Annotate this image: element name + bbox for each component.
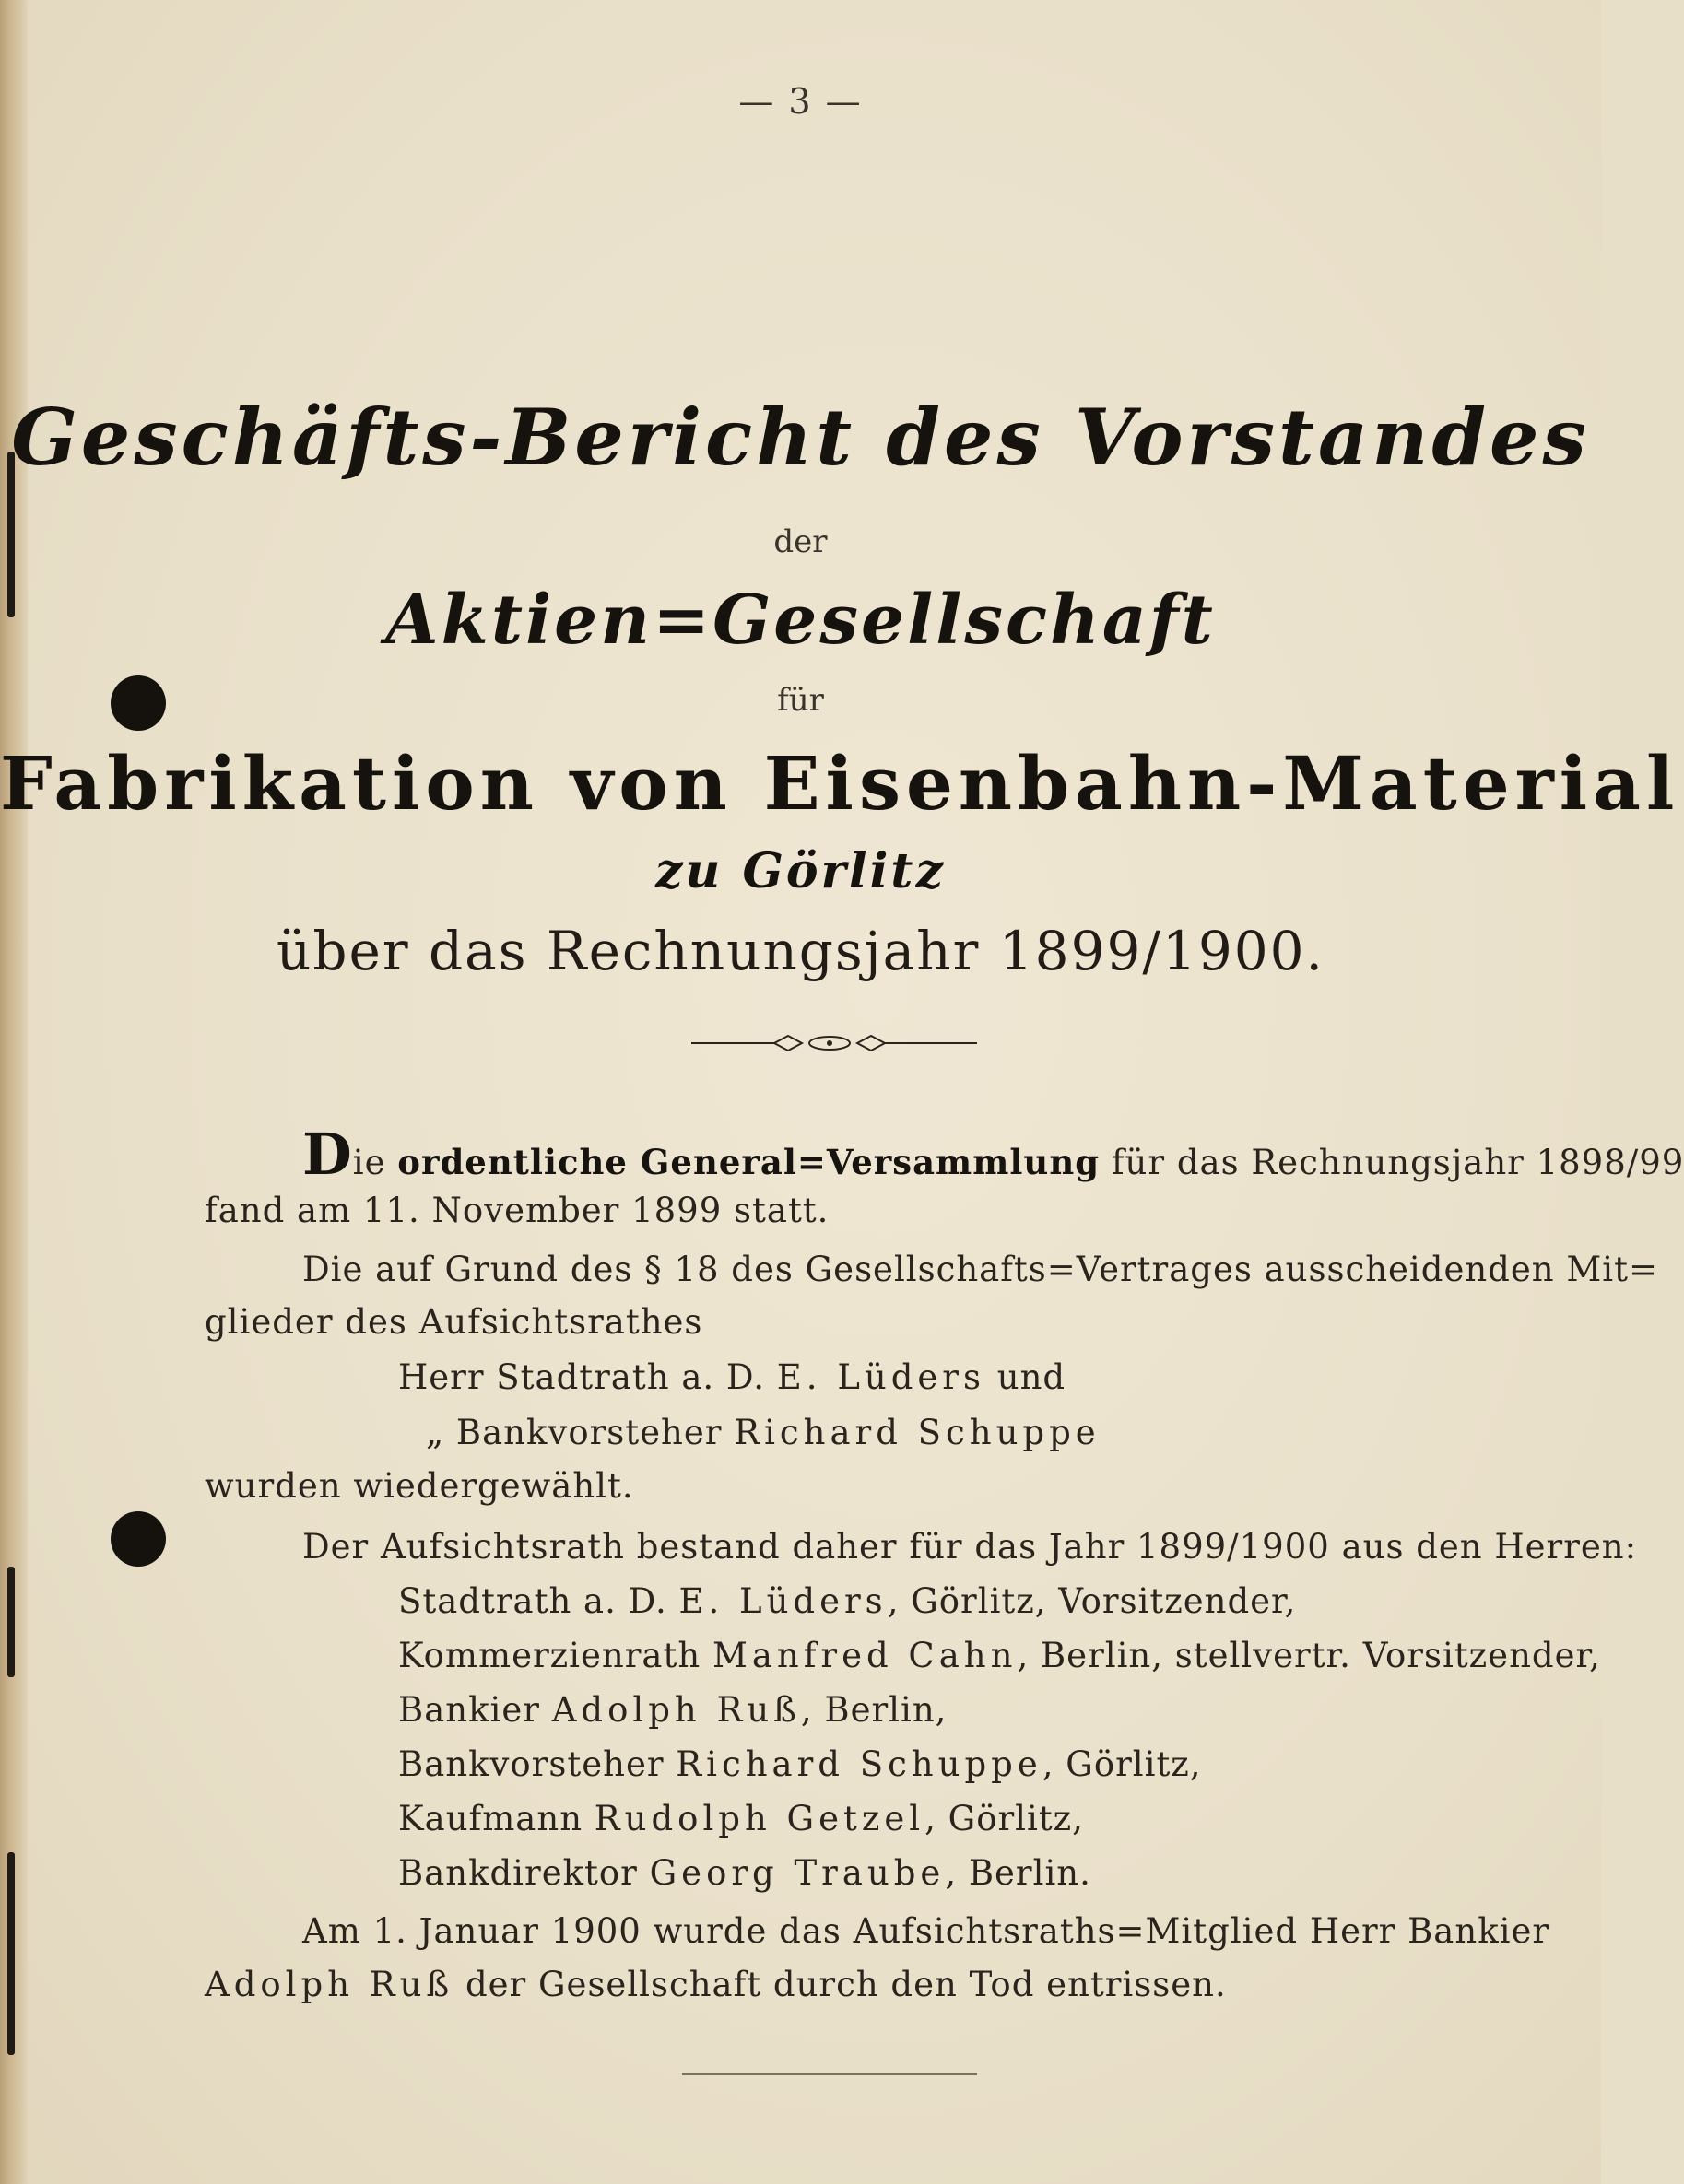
spine-mark <box>7 1852 15 2055</box>
member-name: Manfred Cahn <box>712 1636 1018 1675</box>
title-line-5: über das Rechnungsjahr 1899/1900. <box>277 920 1325 982</box>
page-number: — 3 — <box>738 81 863 122</box>
paragraph-1-line-1 <box>302 1121 1684 1188</box>
member-prefix: Bankdirektor <box>398 1853 650 1893</box>
member-prefix: „ Bankvorsteher <box>426 1413 735 1452</box>
member-name: Richard Schuppe <box>676 1744 1042 1784</box>
member-name: Adolph Ruß <box>551 1690 801 1730</box>
member-prefix: Kaufmann <box>398 1799 595 1838</box>
member-prefix: Kommerzienrath <box>398 1636 712 1675</box>
paragraph-4-line-1: Am 1. Januar 1900 wurde das Aufsichtsraths=Mitglied Herr Bankier <box>302 1911 1550 1951</box>
title-fuer: für <box>777 682 824 719</box>
member-prefix: Bankier <box>398 1690 552 1730</box>
member-prefix: Bankvorsteher <box>398 1744 677 1784</box>
member-suffix: und <box>985 1357 1066 1397</box>
member-name: E. Lüders <box>678 1581 888 1621</box>
member-suffix: , Berlin. <box>945 1853 1091 1893</box>
member-row <box>398 1853 1091 1893</box>
paragraph-2-line-5: wurden wiedergewählt. <box>205 1466 634 1506</box>
paragraph-2-line-2: glieder des Aufsichtsrathes <box>205 1302 703 1342</box>
member-name: Rudolph Getzel <box>594 1799 925 1838</box>
member-prefix: Stadtrath a. D. <box>398 1581 679 1621</box>
title-line-1: Geschäfts-Bericht des Vorstandes <box>11 392 1590 483</box>
member-prefix: Herr Stadtrath a. D. <box>398 1357 777 1397</box>
p4-text: der Gesellschaft durch den Tod entrissen. <box>453 1965 1227 2004</box>
punch-hole <box>111 1511 166 1567</box>
member-name: Georg Traube <box>649 1853 946 1893</box>
member-suffix: , Görlitz, <box>1042 1744 1202 1784</box>
member-suffix: , Berlin, <box>800 1690 948 1730</box>
member-row <box>398 1799 1084 1838</box>
member-name: E. Lüders <box>776 1357 985 1397</box>
p1-bold-phrase: ordentliche General=Versammlung <box>397 1142 1101 1182</box>
member-suffix: , Berlin, stellvertr. Vorsitzender, <box>1017 1636 1601 1675</box>
p1-text-b: für das Rechnungsjahr 1898/99 <box>1100 1143 1684 1182</box>
paragraph-4-line-2 <box>205 1965 1227 2004</box>
spine-mark <box>7 1567 15 1677</box>
p1-text-a: ie <box>352 1143 398 1182</box>
drop-cap: D <box>302 1121 353 1188</box>
p4-name: Adolph Ruß <box>205 1965 454 2004</box>
paragraph-2-member-1 <box>398 1357 1066 1397</box>
bottom-rule <box>682 2073 977 2075</box>
paragraph-3-line-1: Der Aufsichtsrath bestand daher für das Jahr 1899/1900 aus den Herren: <box>302 1527 1638 1567</box>
paragraph-2-member-2 <box>426 1413 1101 1452</box>
member-row <box>398 1744 1202 1784</box>
title-line-2: Aktien=Gesellschaft <box>385 581 1216 660</box>
member-row <box>398 1636 1601 1675</box>
member-suffix: , Görlitz, Vorsitzender, <box>887 1581 1297 1621</box>
ornament-divider <box>0 1025 1601 1062</box>
title-der: der <box>773 523 828 560</box>
member-name: Richard Schuppe <box>734 1413 1101 1452</box>
member-row <box>398 1690 947 1730</box>
member-suffix: , Görlitz, <box>924 1799 1084 1838</box>
title-line-4: zu Görlitz <box>655 843 946 899</box>
member-row <box>398 1581 1296 1621</box>
paragraph-1-line-2: fand am 11. November 1899 statt. <box>205 1191 830 1230</box>
paragraph-2-line-1: Die auf Grund des § 18 des Gesellschafts=Vertrages ausscheidenden Mit= <box>302 1250 1658 1289</box>
title-line-3: Fabrikation von Eisenbahn-Material <box>0 740 1680 827</box>
